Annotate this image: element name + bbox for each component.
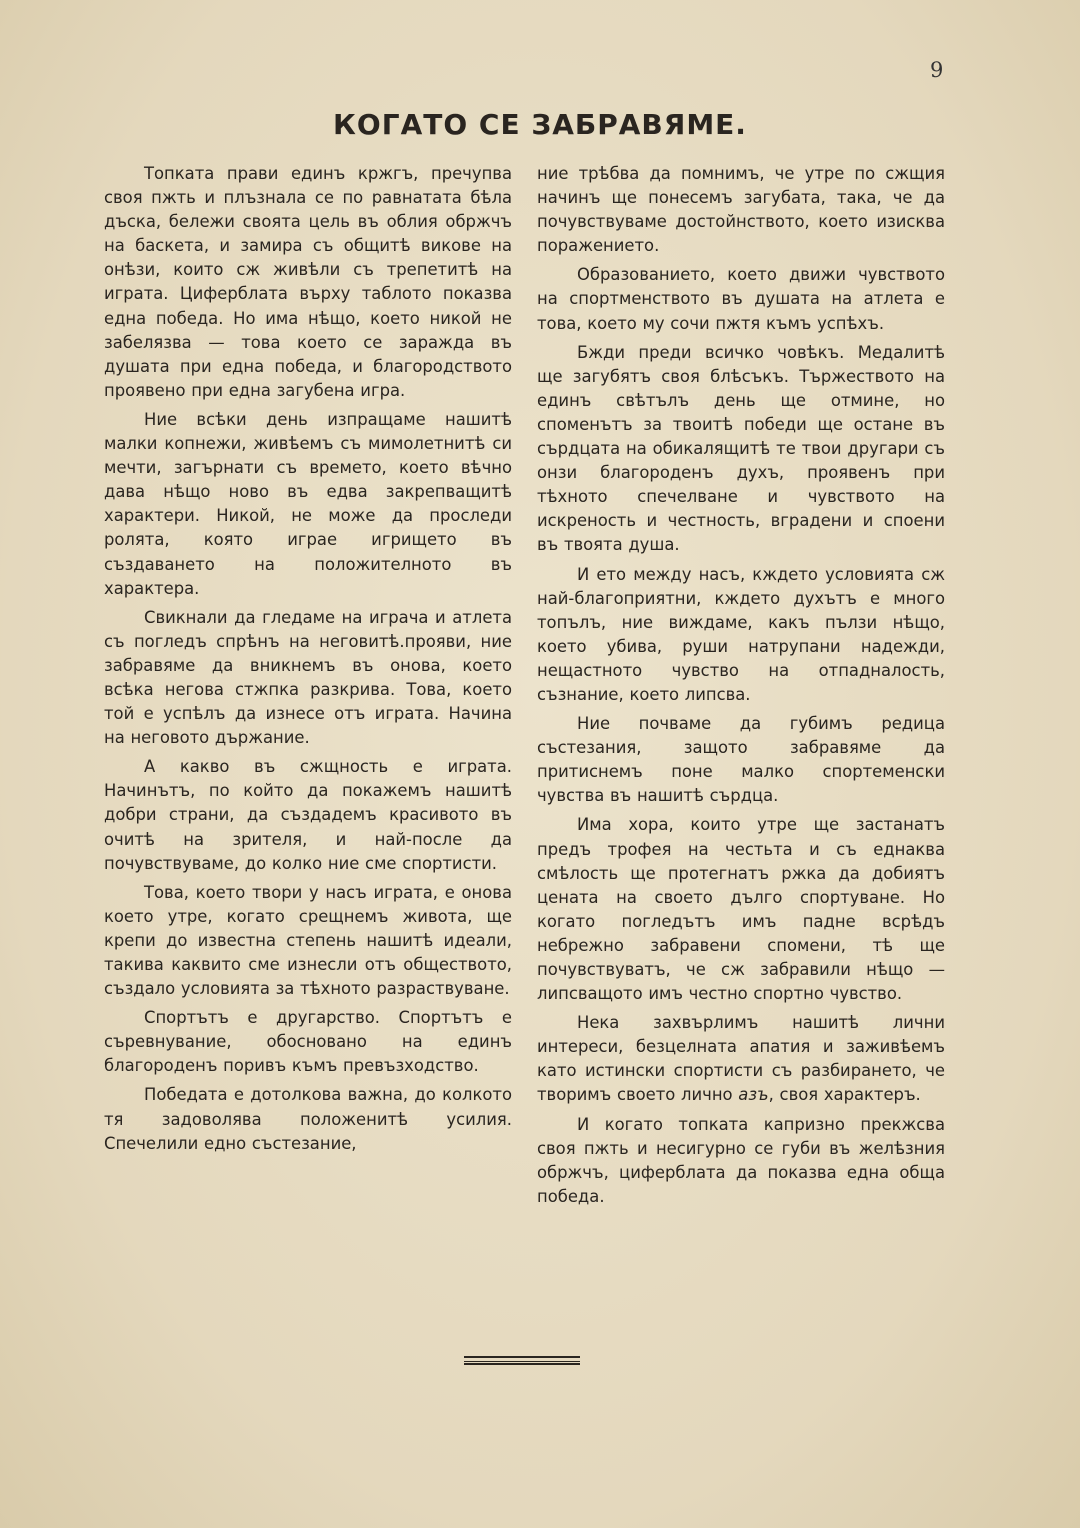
paragraph: А какво въ сжщность е играта. Начинътъ, по който да покажемъ нашитѣ добри страни, да създадемъ красивото въ очитѣ на зрителя, и най-после да почувствуваме, до колко ние сме спортисти. <box>104 757 512 873</box>
end-rule-middle <box>464 1361 580 1362</box>
paragraph: Образованието, което движи чувството на спортменството въ душата на атлета е това, което му сочи пжтя къмъ успѣхъ. <box>537 265 945 333</box>
paragraph: Ние всѣки день изпращаме нашитѣ малки копнежи, живѣемъ съ мимолетнитѣ си мечти, загърнати съ времето, което вѣчно дава нѣщо ново въ едва закрепващитѣ характери. Никой, не може да проследи ролята, която играе игрището въ създаването на положителното въ характера. <box>104 409 512 598</box>
left-column <box>104 162 512 1161</box>
paragraph-text: Нека захвърлимъ нашитѣ лични интереси, безцелната апатия и заживѣемъ като истински спортисти съ разбирането, че творимъ своето лично <box>537 1013 945 1105</box>
paragraph: ние трѣбва да помнимъ, че утре по сжщия начинъ ще понесемъ загубата, така, че да почувствуваме достойнството, което изисква поражението. <box>537 164 945 256</box>
paragraph: Има хора, които утре ще застанатъ предъ трофея на честьта и съ еднаква смѣлость ще протегнатъ ржка да добиятъ цената на своето дълго спортуване. Но когато погледътъ имъ падне всрѣдъ небрежно забравени спомени, тѣ ще почувствуватъ, че сж забравили нѣщо — липсващото имъ честно спортно чувство. <box>537 815 945 1004</box>
emphasis-text: азъ <box>738 1085 769 1105</box>
paragraph: Спортътъ е другарство. Спортътъ е съревнувание, обосновано на единъ благороденъ поривъ къмъ превъзходство. <box>104 1008 512 1076</box>
paragraph: Това, което твори у насъ играта, е онова което утре, когато срещнемъ живота, ще крепи до известна степень нашитѣ идеали, такива каквито сме изнесли отъ обществото, създало условията за тѣхното разраствуване. <box>104 882 512 999</box>
paragraph <box>537 1011 945 1107</box>
paragraph: Победата е дотолкова важна, до колкото тя задоволява положенитѣ усилия. Спечелили едно състезание, <box>104 1085 512 1153</box>
paragraph: И когато топката капризно прекжсва своя пжть и несигурно се губи въ желѣзния обржчъ, циферблата да показва една обща победа. <box>537 1114 945 1206</box>
paragraph: Ние почваме да губимъ редица състезания, защото забравяме да притиснемъ поне малко спортеменски чувства въ нашитѣ сърдца. <box>537 714 945 806</box>
paragraph: Топката прави единъ кржгъ, пречупва своя пжть и плъзнала се по равнатата бѣла дъска, бележи своята цель въ облия обржчъ на баскета, и замира съ общитѣ викове на онѣзи, които сж живѣли съ трепетитѣ на играта. Циферблата върху таблото показва една победа. Но има нѣщо, което никой не забелязва — това което се заражда въ душата при една победа, и благородството проявено при една загубена игра. <box>104 164 512 400</box>
paragraph: И ето между насъ, кждето условията сж най-благоприятни, кждето духътъ е много топълъ, ние виждаме, какъ пълзи нѣщо, което убива, руши натрупани надежди, нещастното чувство на отпадналость, съзнание, което липсва. <box>537 564 945 704</box>
paragraph: Свикнали да гледаме на играча и атлета съ погледъ спрѣнъ на неговитѣ.прояви, ние забравяме да вникнемъ въ онова, което всѣка негова стжпка разкрива. Това, което той е успѣлъ да изнесе отъ играта. Начина на неговото държание. <box>104 607 512 748</box>
paragraph: Бжди преди всичко човѣкъ. Медалитѣ ще загубятъ своя блѣсъкъ. Тържеството на единъ свѣтълъ день ще отмине, но споменътъ за твоитѣ победи ще остане въ сърдцата на обикалящитѣ те твои другари съ онзи благороденъ духъ, проявенъ при тѣхното спечелване и чувството на искреность и честность, вградени и споени въ твоята душа. <box>537 342 945 555</box>
page-number: 9 <box>930 58 944 82</box>
right-column <box>537 162 945 1214</box>
paragraph-text: , своя характеръ. <box>768 1085 921 1105</box>
article-title: КОГАТО СЕ ЗАБРАВЯМЕ. <box>333 108 747 141</box>
